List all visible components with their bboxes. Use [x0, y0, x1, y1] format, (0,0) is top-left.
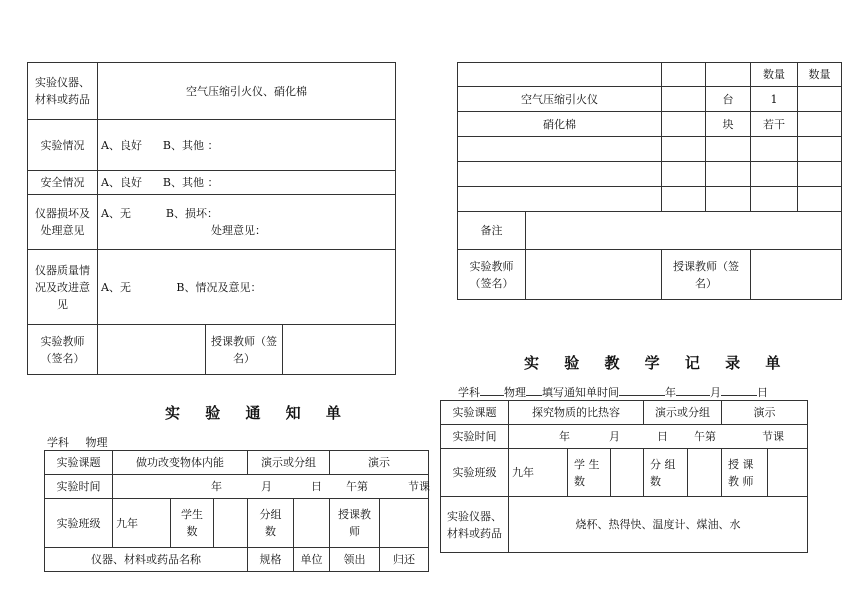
rh-fill-time: 填写通知单时间 [542, 386, 619, 399]
teacher-sign-field[interactable] [98, 325, 206, 375]
record-table [440, 400, 808, 553]
students-field[interactable] [611, 449, 644, 497]
course-label: 实验课题 [45, 451, 113, 475]
time-period: 午第 [346, 480, 368, 493]
col-name: 仪器、材料或药品名称 [45, 548, 248, 572]
empty-cell[interactable] [798, 187, 842, 212]
safety-value: A、良好 B、其他 ： [98, 171, 396, 195]
time-value[interactable] [509, 425, 808, 449]
class-label: 实验班级 [441, 449, 509, 497]
damage-value-line2: 处理意见： [211, 224, 266, 237]
demo-value: 演示 [722, 401, 808, 425]
class-value: 九年 [113, 499, 171, 548]
quality-value: A、无 B、情况及意见： [98, 250, 396, 325]
rh-subject-value: 物理 [504, 386, 526, 399]
empty-cell[interactable] [458, 137, 662, 162]
header-qty-1: 数量 [751, 63, 798, 87]
subject-prefix: 学科 [47, 436, 69, 449]
item-qty: 若干 [751, 112, 798, 137]
remark-field[interactable] [526, 212, 842, 250]
damage-label: 仪器损坏及处理意见 [28, 195, 98, 250]
rh-subject: 学科 [458, 386, 480, 399]
item-name: 硝化棉 [458, 112, 662, 137]
course-value: 做功改变物体内能 [113, 451, 248, 475]
rh-day-blank[interactable] [721, 395, 757, 396]
header-blank-2 [662, 63, 706, 87]
lecturer-field[interactable] [768, 449, 808, 497]
equip-value: 烧杯、热得快、温度计、煤油、水 [509, 497, 808, 553]
course-value: 探究物质的比热容 [509, 401, 644, 425]
lecturer-field[interactable] [380, 499, 429, 548]
situation-value: A、良好 B、其他 ： [98, 120, 396, 171]
empty-cell[interactable] [662, 187, 706, 212]
time-period: 午第 [694, 430, 716, 443]
item-unit: 台 [706, 87, 751, 112]
teacher-sign-label: 实验教师（签名） [28, 325, 98, 375]
time-value[interactable] [113, 475, 429, 499]
notice-title: 实 验 通 知 单 [165, 404, 351, 422]
equip-label: 实验仪器、材料或药品 [28, 63, 98, 120]
subject-value[interactable]: 物理 [69, 434, 124, 451]
lecturer-sign-label: 授课教师（签名） [662, 250, 751, 300]
rh-subject-blank[interactable] [480, 395, 504, 396]
record-title: 实 验 教 学 记 录 单 [524, 354, 791, 372]
lecturer-label: 授课教师 [330, 499, 380, 548]
equip-value: 空气压缩引火仪、硝化棉 [98, 63, 396, 120]
empty-cell[interactable] [751, 162, 798, 187]
item-spec [662, 112, 706, 137]
empty-cell[interactable] [751, 187, 798, 212]
rh-month: 月 [710, 386, 721, 399]
time-month: 月 [261, 480, 272, 493]
students-label: 学生数 [171, 499, 214, 548]
record-header-line [458, 384, 768, 400]
groups-label: 分组数 [248, 499, 294, 548]
col-return: 归还 [380, 548, 429, 572]
empty-cell[interactable] [458, 162, 662, 187]
time-month: 月 [609, 430, 620, 443]
students-field[interactable] [214, 499, 248, 548]
damage-value [98, 195, 396, 250]
col-spec: 规格 [248, 548, 294, 572]
groups-label: 分 组数 [644, 449, 688, 497]
empty-cell[interactable] [706, 162, 751, 187]
item-qty2 [798, 112, 842, 137]
lecturer-label: 授 课教 师 [722, 449, 768, 497]
rh-year-blank[interactable] [619, 395, 665, 396]
header-qty-2: 数量 [798, 63, 842, 87]
equipment-list-table [457, 62, 842, 300]
empty-cell[interactable] [798, 162, 842, 187]
quality-label: 仪器质量情况及改进意见 [28, 250, 98, 325]
time-year: 年 [211, 480, 222, 493]
time-day: 日 [657, 430, 668, 443]
lecturer-sign-field[interactable] [751, 250, 842, 300]
damage-value-line1: A、无 B、损坏： [101, 207, 218, 220]
empty-cell[interactable] [706, 137, 751, 162]
col-out: 领出 [330, 548, 380, 572]
empty-cell[interactable] [798, 137, 842, 162]
demo-label: 演示或分组 [644, 401, 722, 425]
experiment-record-table [27, 62, 396, 375]
col-unit: 单位 [294, 548, 330, 572]
notice-table [44, 450, 429, 572]
item-unit: 块 [706, 112, 751, 137]
time-lesson: 节课 [762, 430, 784, 443]
lecturer-sign-field[interactable] [283, 325, 396, 375]
equip-label: 实验仪器、材料或药品 [441, 497, 509, 553]
item-qty: 1 [751, 87, 798, 112]
groups-field[interactable] [294, 499, 330, 548]
rh-year: 年 [665, 386, 676, 399]
course-label: 实验课题 [441, 401, 509, 425]
students-label: 学 生数 [568, 449, 611, 497]
item-spec [662, 87, 706, 112]
time-year: 年 [559, 430, 570, 443]
header-blank-3 [706, 63, 751, 87]
demo-value: 演示 [330, 451, 429, 475]
item-qty2 [798, 87, 842, 112]
situation-label: 实验情况 [28, 120, 98, 171]
notice-subject-line [47, 434, 124, 451]
lecturer-sign-label: 授课教师（签名） [206, 325, 283, 375]
header-blank-1 [458, 63, 662, 87]
item-name: 空气压缩引火仪 [458, 87, 662, 112]
teacher-sign-field[interactable] [526, 250, 662, 300]
rh-month-blank[interactable] [676, 395, 710, 396]
empty-cell[interactable] [706, 187, 751, 212]
time-label: 实验时间 [441, 425, 509, 449]
class-value: 九年 [509, 449, 568, 497]
time-lesson: 节课 [408, 480, 430, 493]
empty-cell[interactable] [751, 137, 798, 162]
rh-day: 日 [757, 386, 768, 399]
empty-cell[interactable] [662, 162, 706, 187]
empty-cell[interactable] [662, 137, 706, 162]
time-day: 日 [311, 480, 322, 493]
demo-label: 演示或分组 [248, 451, 330, 475]
safety-label: 安全情况 [28, 171, 98, 195]
remark-label: 备注 [458, 212, 526, 250]
time-label: 实验时间 [45, 475, 113, 499]
class-label: 实验班级 [45, 499, 113, 548]
teacher-sign-label: 实验教师（签名） [458, 250, 526, 300]
groups-field[interactable] [688, 449, 722, 497]
rh-subject-blank2[interactable] [526, 395, 542, 396]
empty-cell[interactable] [458, 187, 662, 212]
